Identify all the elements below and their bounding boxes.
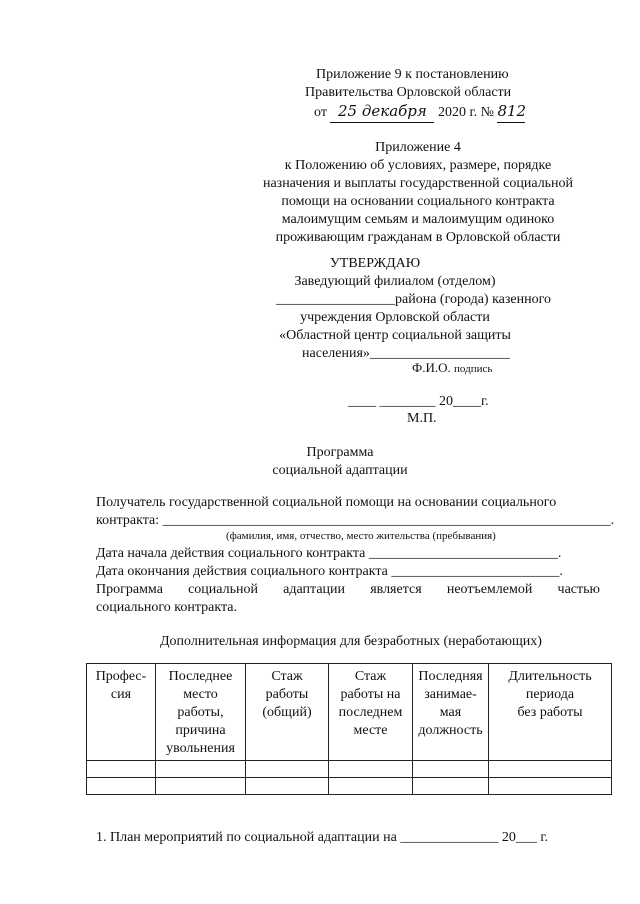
table-cell[interactable] [156,761,246,778]
number-field [497,102,525,123]
approval-line: населения»____________________ [302,346,510,361]
appendix4-line: проживающим гражданам в Орловской области [275,230,561,245]
table-row [87,778,612,795]
date-handwritten: 25 декабря [338,102,427,120]
approval-date-line: ____ ________ 20____г. [348,394,489,409]
approval-line: _________________района (города) казенного [276,292,551,307]
header-total-experience: Стаж работы (общий) [262,669,312,720]
table-header-cell [87,664,156,761]
unemployed-table [86,663,612,795]
approval-title: УТВЕРЖДАЮ [329,256,421,271]
appendix4-line: к Положению об условиях, размере, порядке [284,158,552,173]
date-field [330,102,434,123]
table-row [87,761,612,778]
table-cell[interactable] [489,778,612,795]
year-text: 2020 г. № [437,105,494,120]
table-cell[interactable] [489,761,612,778]
table-cell[interactable] [413,778,489,795]
number-handwritten: 812 [497,102,527,120]
header-unemployment-duration: Длительность периода без работы [508,669,592,720]
table-cell[interactable] [246,761,329,778]
table-header-cell [329,664,413,761]
part-word: социальной [188,582,258,597]
appendix4-title: Приложение 4 [375,140,461,155]
part-line1 [96,581,600,599]
part-word: Программа [96,582,163,597]
table-header-row [87,664,612,761]
table-header-cell [489,664,612,761]
table-cell[interactable] [87,761,156,778]
part-line2: социального контракта. [96,600,237,615]
part-word: адаптации [283,582,346,597]
header-profession: Профес- сия [95,669,147,702]
appendix4-line: назначения и выплаты государственной социальной [262,176,574,191]
appendix4-line: малоимущим семьям и малоимущим одиноко [281,212,555,227]
appendix9-line2: Правительства Орловской области [305,85,512,100]
header-last-workplace: Последнее место работы, причина увольнения [166,669,235,756]
table-cell[interactable] [156,778,246,795]
recipient-caption: (фамилия, имя, отчество, место жительства (пребывания) [226,530,496,542]
date-prefix: от [314,105,327,120]
seal-label: М.П. [407,411,437,426]
approval-line: «Областной центр социальной защиты [279,328,511,343]
header-last-position: Последняя занимае- мая должность [418,669,483,738]
table-cell[interactable] [329,761,413,778]
signature-caption [412,360,492,377]
recipient-line2: контракта: ________________________________________________________________. [96,513,615,528]
appendix4-line: помощи на основании социального контракта [281,194,555,209]
part-word: частью [557,582,600,597]
table-cell[interactable] [413,761,489,778]
header-last-place-experience: Стаж работы на последнем месте [338,669,403,738]
table-header-cell [156,664,246,761]
program-title: Программа [306,445,374,460]
approval-line: учреждения Орловской области [300,310,490,325]
table-header-cell [413,664,489,761]
part-word: является [370,582,422,597]
signature-caption-fio: Ф.И.О. [412,360,451,375]
table-cell[interactable] [87,778,156,795]
recipient-line1: Получатель государственной социальной помощи на основании социального [96,495,557,510]
end-date-line: Дата окончания действия социального контракта ________________________. [96,564,563,579]
table-cell[interactable] [246,778,329,795]
table-cell[interactable] [329,778,413,795]
plan-line: 1. План мероприятий по социальной адаптации на ______________ 20___ г. [96,830,548,845]
program-subtitle: социальной адаптации [272,463,408,478]
appendix9-line1: Приложение 9 к постановлению [316,67,509,82]
signature-caption-small: подпись [454,363,493,375]
unemployed-table-title: Дополнительная информация для безработных (неработающих) [160,634,542,649]
approval-line: Заведующий филиалом (отделом) [294,274,496,289]
start-date-line: Дата начала действия социального контракта ___________________________. [96,546,562,561]
table-header-cell [246,664,329,761]
part-word: неотъемлемой [446,582,533,597]
appendix9-date-line [314,102,525,123]
